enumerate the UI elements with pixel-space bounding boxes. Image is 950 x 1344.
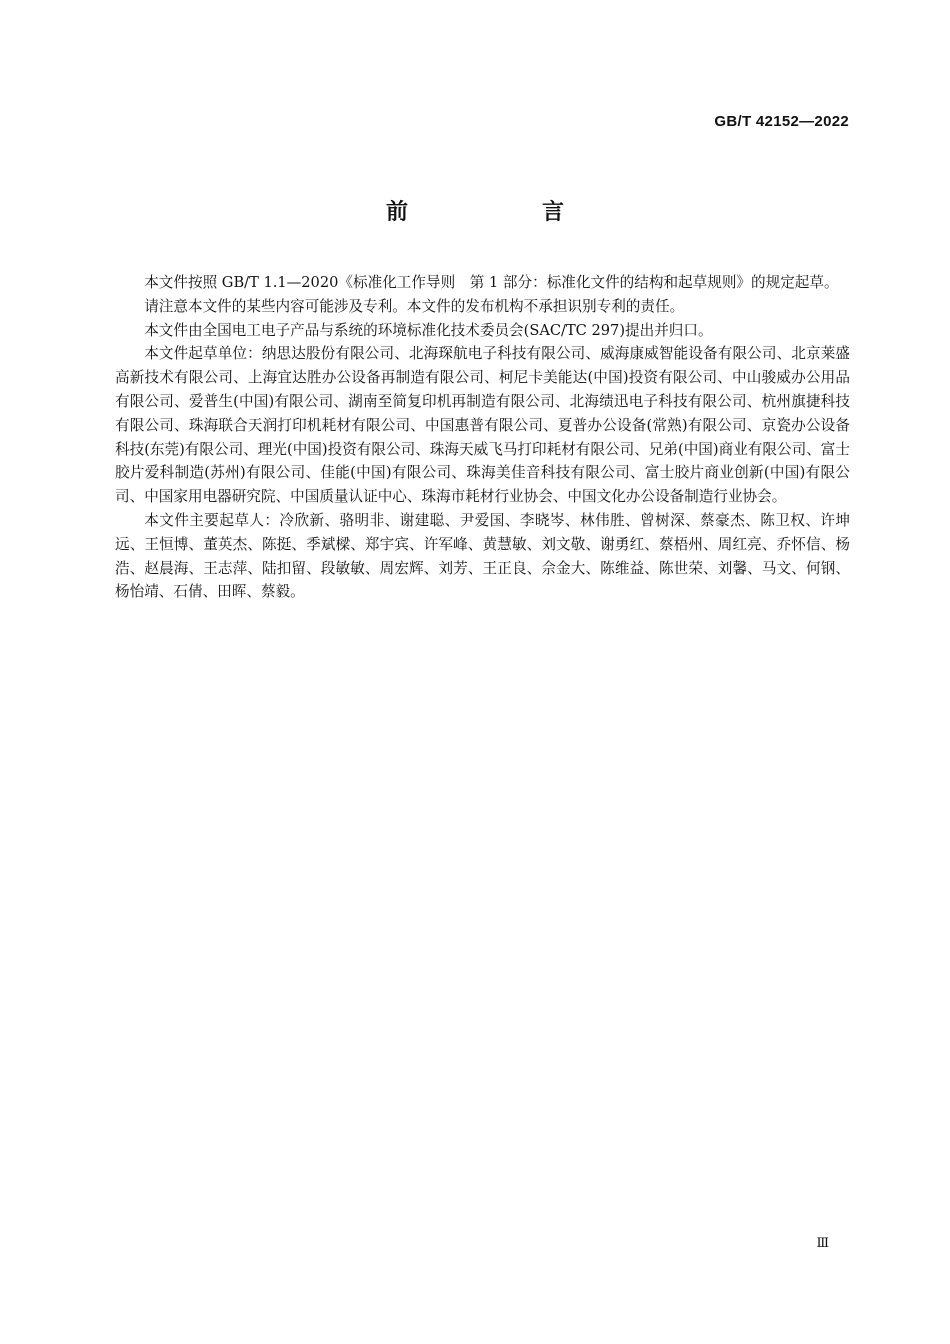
page-number: Ⅲ <box>816 1236 829 1251</box>
paragraph-drafting-rules: 本文件按照 GB/T 1.1—2020《标准化工作导则 第 1 部分：标准化文件的结构和起草规则》的规定起草。 <box>144 274 839 291</box>
body-text <box>115 271 850 604</box>
standard-code: GB/T 42152—2022 <box>714 113 849 130</box>
paragraph-drafting-units: 本文件起草单位：纳思达股份有限公司、北海琛航电子科技有限公司、威海康威智能设备有限公司、北京莱盛高新技术有限公司、上海宜达胜办公设备再制造有限公司、柯尼卡美能达(中国)投资有限公司、中山骏威办公用品有限公司、爱普生(中国)有限公司、湖南至简复印机再制造有限公司、北海绩迅电子科技有限公司、杭州旗捷科技有限公司、珠海联合天润打印机耗材有限公司、中国惠普有限公司、夏普办公设备(常熟)有限公司、京瓷办公设备科技(东莞)有限公司、理光(中国)投资有限公司、珠海天威飞马打印耗材有限公司、兄弟(中国)商业有限公司、富士胶片爱科制造(苏州)有限公司、佳能(中国)有限公司、珠海美佳音科技有限公司、富士胶片商业创新(中国)有限公司、中国家用电器研究院、中国质量认证中心、珠海市耗材行业协会、中国文化办公设备制造行业协会。 <box>115 345 850 506</box>
paragraph-drafters: 本文件主要起草人：冷欣新、骆明非、谢建聪、尹爱国、李晓岑、林伟胜、曾树深、蔡豪杰、陈卫权、许坤远、王恒博、董英杰、陈挺、季斌樑、郑宇宾、许军峰、黄慧敏、刘文敬、谢勇红、蔡梧州、周红亮、乔怀信、杨浩、赵晨海、王志萍、陆扣留、段敏敏、周宏辉、刘芳、王正良、佘金大、陈维益、陈世荣、刘馨、马文、何钢、杨怡靖、石倩、田晖、蔡毅。 <box>115 511 850 601</box>
page-title: 前 言 <box>385 200 620 225</box>
paragraph-patent-notice: 请注意本文件的某些内容可能涉及专利。本文件的发布机构不承担识别专利的责任。 <box>144 297 685 315</box>
paragraph-committee: 本文件由全国电工电子产品与系统的环境标准化技术委员会(SAC/TC 297)提出并归口。 <box>144 321 713 339</box>
